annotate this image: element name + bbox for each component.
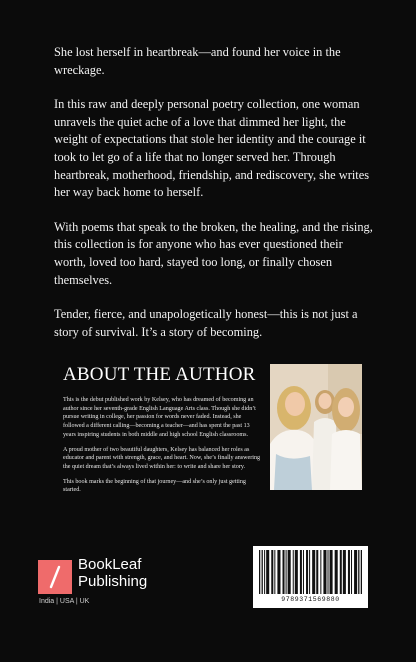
author-photo xyxy=(270,364,362,490)
author-bio xyxy=(63,396,261,501)
publisher-name-line2: Publishing xyxy=(78,573,148,590)
publisher-logo xyxy=(38,554,238,614)
barcode-bar xyxy=(283,550,285,594)
barcode-bar xyxy=(340,550,342,594)
publisher-name-line1: BookLeaf xyxy=(78,556,142,573)
barcode-bar xyxy=(303,550,304,594)
author-photo-illustration xyxy=(270,364,362,490)
publisher-regions: India | USA | UK xyxy=(39,598,90,605)
barcode-bar xyxy=(271,550,273,594)
barcode-bar xyxy=(309,550,310,594)
publisher-slash-icon xyxy=(38,560,72,594)
barcode-bar xyxy=(354,550,357,594)
blurb-paragraph-1: She lost herself in heartbreak—and found her voice in the wreckage. xyxy=(54,45,341,77)
barcode-bar xyxy=(277,550,280,594)
barcode-bar xyxy=(295,550,298,594)
isbn-barcode xyxy=(253,546,368,608)
barcode-bar xyxy=(288,550,291,594)
barcode-bar xyxy=(316,550,318,594)
barcode-bar xyxy=(259,550,260,594)
blurb-paragraph-4: Tender, fierce, and unapologetically honest—this is not just a story of survival. It’s a story of becoming. xyxy=(54,307,358,339)
barcode-bars xyxy=(258,550,363,594)
barcode-bar xyxy=(262,550,263,594)
barcode-bar xyxy=(328,550,329,594)
barcode-bar xyxy=(266,550,269,594)
barcode-bar xyxy=(323,550,326,594)
barcode-bar xyxy=(330,550,333,594)
blurb-paragraph-3: With poems that speak to the broken, the healing, and the rising, this collection is for anyone who has ever questioned their worth, loved too hard, stayed too long, or finally chosen themselves. xyxy=(54,219,373,287)
bio-paragraph-1: This is the debut published work by Kelsey, who has dreamed of becoming an author since her seventh-grade English Language Arts class. Though she didn’t pursue writing in college, her passion for words never faded. Instead, she followed a different calling—becoming a teacher—and has spent the past 13 years inspiring students in both middle and high school English classrooms. xyxy=(63,397,256,438)
barcode-bar xyxy=(358,550,359,594)
isbn-number: 9789371569880 xyxy=(281,596,340,603)
book-blurb xyxy=(54,44,376,358)
barcode-bar xyxy=(335,550,338,594)
bio-paragraph-3: This book marks the beginning of that journey—and she’s only just getting started. xyxy=(63,478,246,494)
barcode-bar xyxy=(293,550,294,594)
publisher-name xyxy=(78,556,147,590)
bio-paragraph-2: A proud mother of two beautiful daughters, Kelsey has balanced her roles as educator and parent with strength, grace, and heart. Now, she’s finally answering the quiet dream that’s always lived within her: to write and share her story. xyxy=(63,446,261,470)
barcode-bar xyxy=(312,550,315,594)
barcode-bar xyxy=(361,550,362,594)
barcode-bar xyxy=(343,550,346,594)
barcode-bar xyxy=(306,550,308,594)
barcode-bar xyxy=(320,550,321,594)
barcode-bar xyxy=(351,550,352,594)
barcode-bar xyxy=(274,550,275,594)
barcode-bar xyxy=(264,550,265,594)
blurb-paragraph-2: In this raw and deeply personal poetry collection, one woman unravels the quiet ache of a love that dimmed her light, the weight of expectations that stole her identity and the courage it took to let go of a life that no longer served her. Through heartbreak, motherhood, friendship, and rediscovery, she writes her way back home to herself. xyxy=(54,97,370,200)
barcode-bar xyxy=(300,550,302,594)
barcode-bar xyxy=(348,550,350,594)
barcode-bar xyxy=(286,550,287,594)
about-author-heading: ABOUT THE AUTHOR xyxy=(63,364,256,385)
